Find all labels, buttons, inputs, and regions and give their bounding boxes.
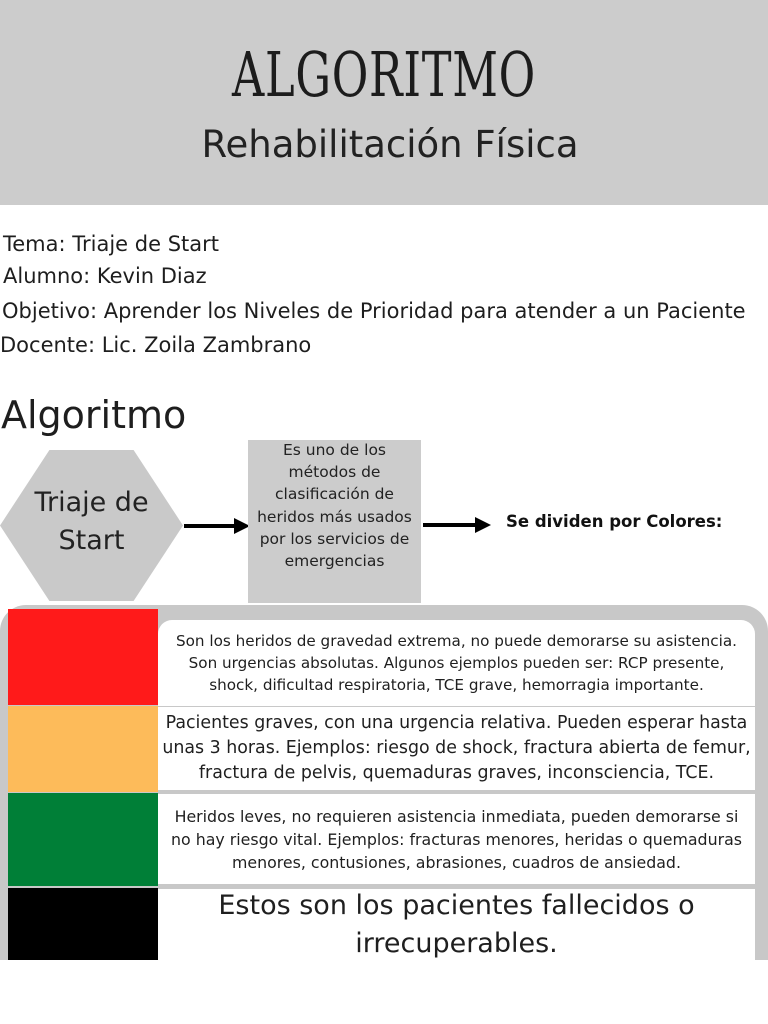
colors-label: Se dividen por Colores: (506, 512, 723, 531)
level-card-green (158, 794, 755, 884)
level-description: Son los heridos de gravedad extrema, no puede demorarse su asistencia. Son urgencias absolutas. Algunos ejemplos pueden ser: RCP presente, shock, dificultad respiratoria, TCE grave, hemorragia importante. (176, 632, 737, 694)
color-swatch-green (8, 793, 158, 886)
page-title: ALGORITMO (232, 38, 536, 111)
info-objetivo: Objetivo: Aprender los Niveles de Prioridad para atender a un Paciente (2, 299, 746, 323)
level-card-yellow (158, 707, 755, 790)
arrow-right-icon (182, 515, 252, 537)
description-text: Es uno de los métodos de clasificación de heridos más usados por los servicios de emergencias (257, 441, 412, 571)
info-alumno: Alumno: Kevin Diaz (3, 264, 207, 288)
page-subtitle: Rehabilitación Física (201, 123, 579, 166)
color-swatch-red (8, 609, 158, 705)
hexagon-label (0, 484, 183, 560)
color-swatch-black (8, 888, 158, 960)
arrow-right-icon (421, 514, 493, 536)
info-docente: Docente: Lic. Zoila Zambrano (0, 333, 312, 357)
color-swatch-yellow (8, 706, 158, 792)
hexagon-label-line2: Start (58, 525, 125, 556)
level-card-black (158, 889, 755, 960)
level-description: Heridos leves, no requieren asistencia inmediata, pueden demorarse si no hay riesgo vital. Ejemplos: fracturas menores, heridas o quemaduras menores, contusiones, abrasiones, cuadros de ansiedad. (171, 806, 742, 872)
level-description: Estos son los pacientes fallecidos o irrecuperables. (218, 889, 695, 959)
level-description: Pacientes graves, con una urgencia relativa. Pueden esperar hasta unas 3 horas. Ejemplos: riesgo de shock, fractura abierta de femur, fractura de pelvis, quemaduras graves, inconsciencia, TCE. (162, 713, 751, 783)
hexagon-label-line1: Triaje de (34, 487, 149, 518)
section-title: Algoritmo (1, 393, 187, 437)
level-card-red (158, 620, 755, 706)
info-tema: Tema: Triaje de Start (3, 232, 219, 256)
